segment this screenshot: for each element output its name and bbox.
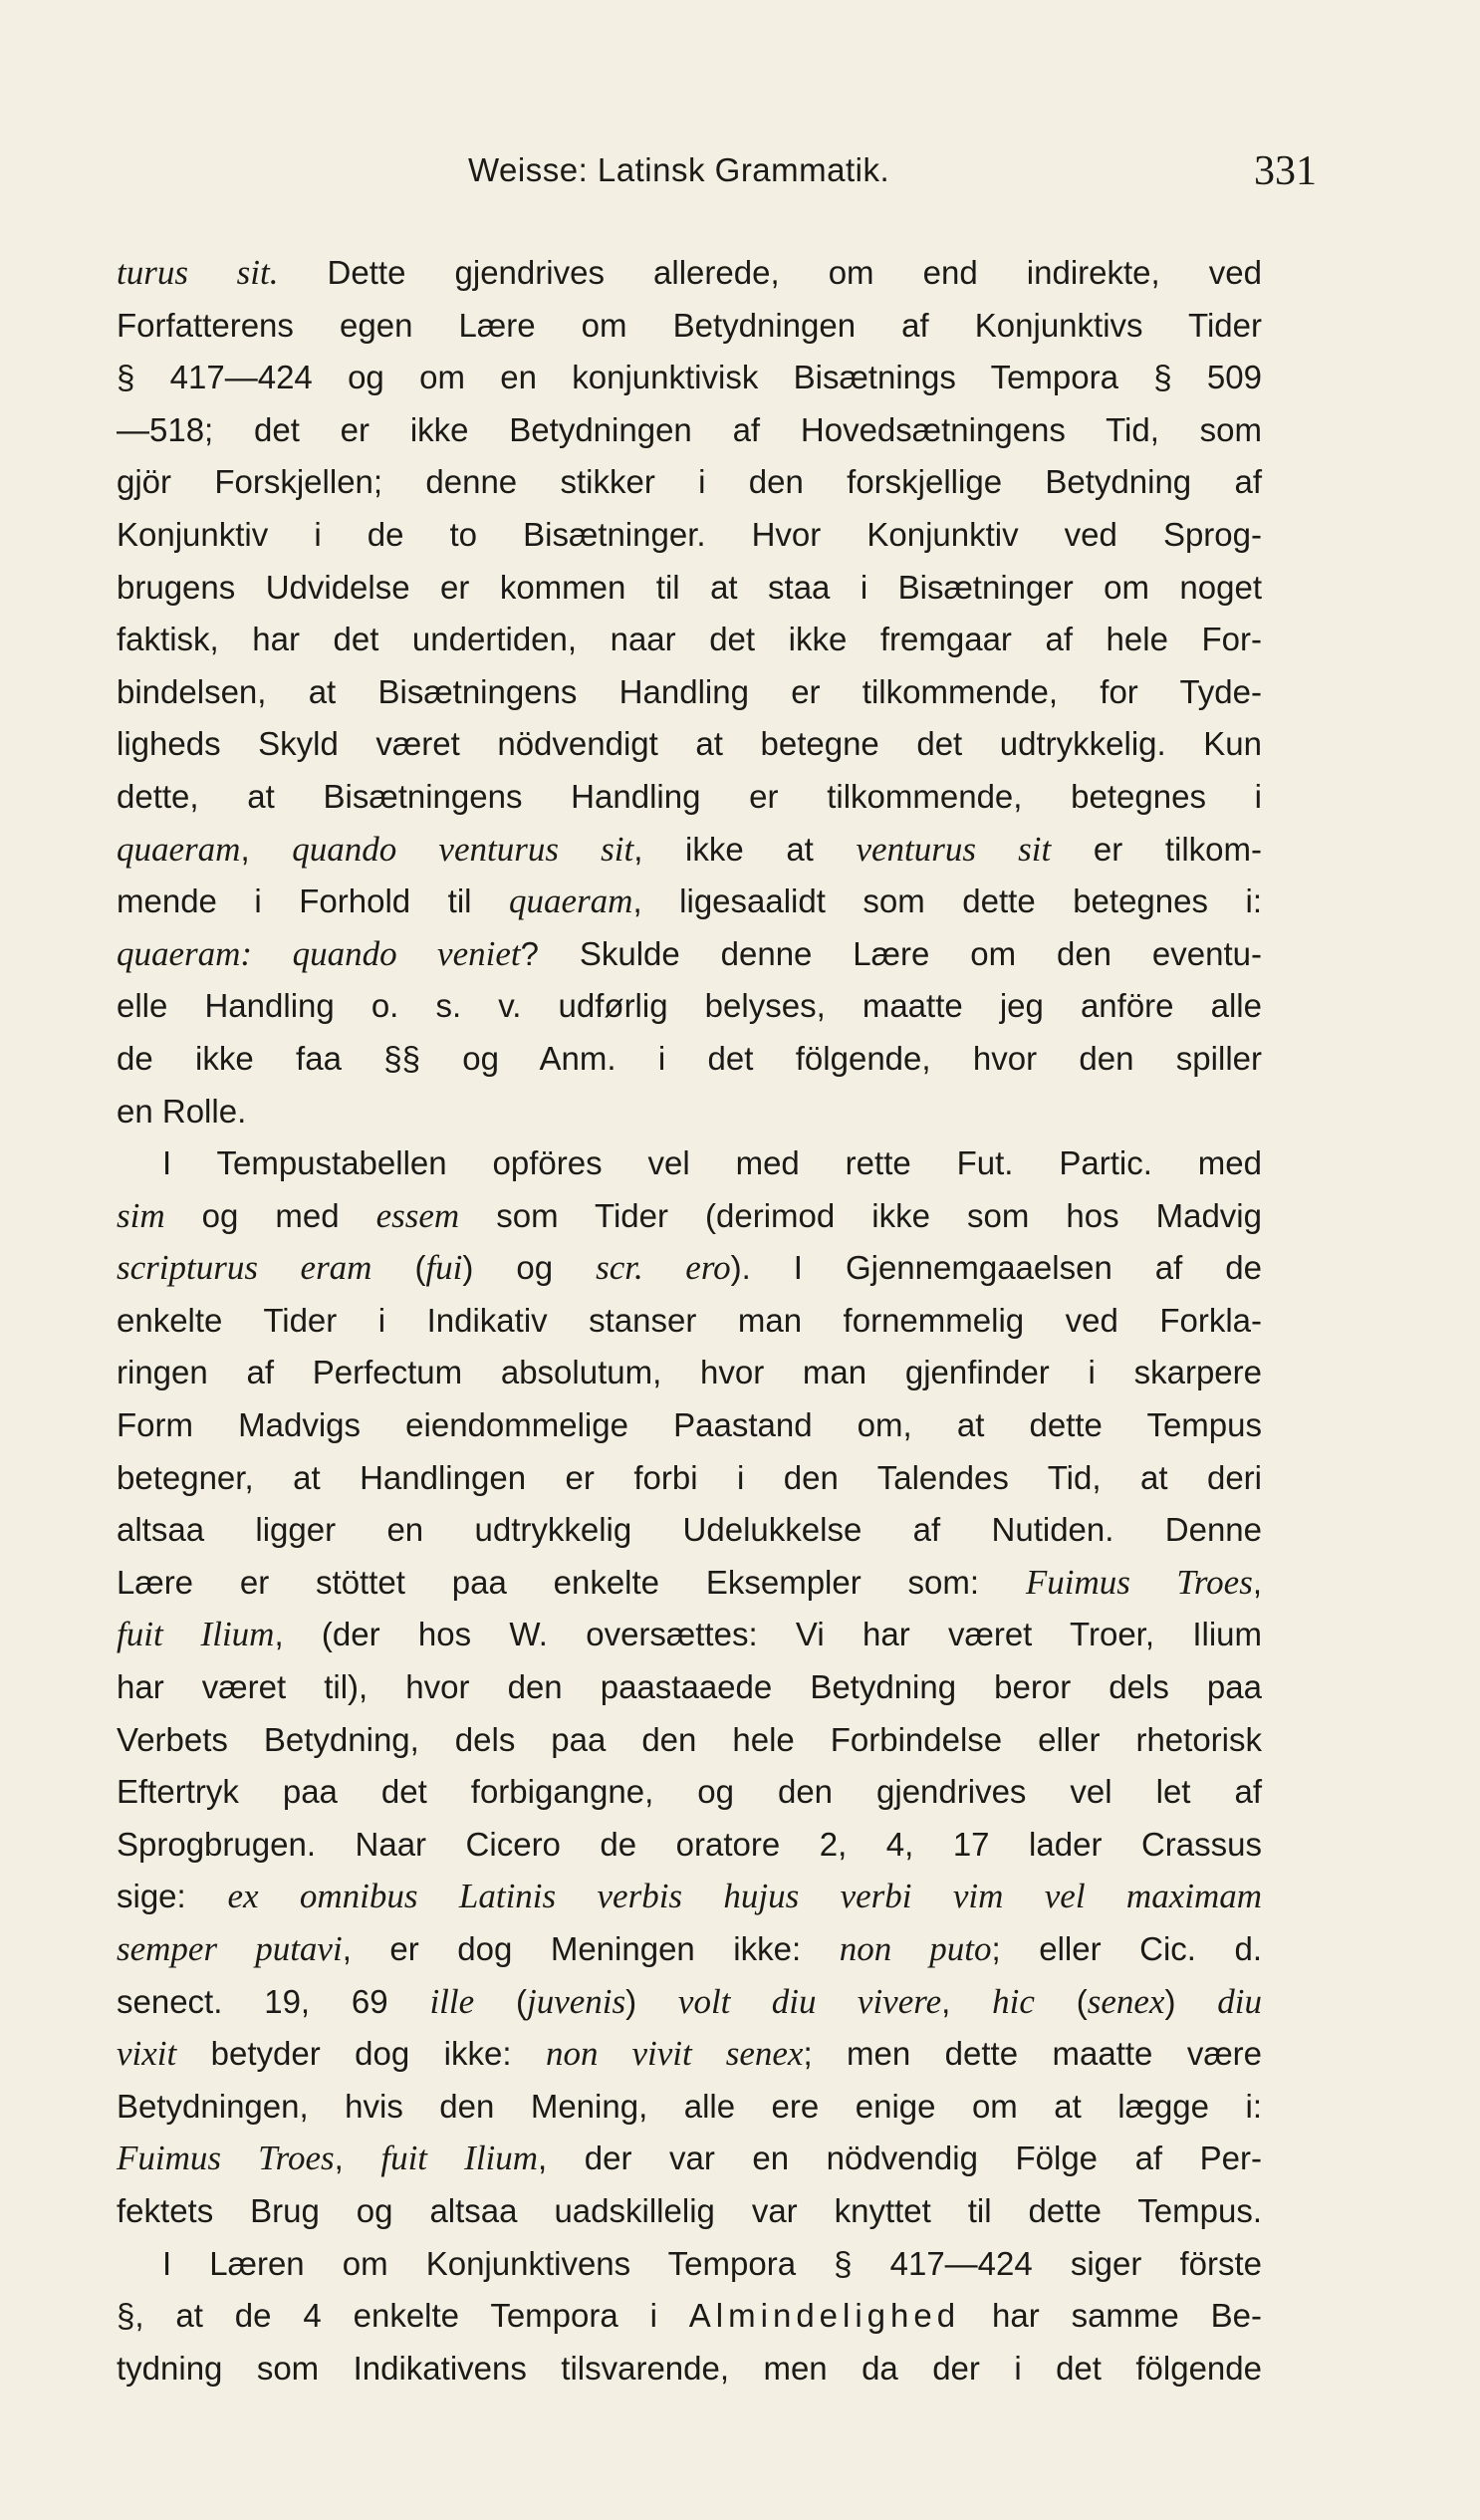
text-run: ). I Gjennemgaaelsen af de <box>730 1249 1262 1287</box>
text-line <box>117 1766 1262 1819</box>
text-run: Almindelighed <box>688 2297 961 2335</box>
text-line <box>117 876 1262 928</box>
text-line <box>117 1871 1262 1923</box>
page-number: 331 <box>1254 148 1317 194</box>
italic-phrase: sim <box>117 1195 165 1235</box>
text-run: brugens Udvidelse er kommen til at staa i Bisætninger om noget <box>117 568 1262 606</box>
text-run: §, at de 4 enkelte Tempora i <box>117 2297 689 2335</box>
text-run: bindelsen, at Bisætningens Handling er tilkommende, for Tyde- <box>117 672 1262 710</box>
text-run: en Rolle. <box>117 1092 247 1130</box>
italic-phrase: non vivit senex <box>545 2034 804 2074</box>
text-run: Betydningen, hvis den Mening, alle ere enige om at lægge i: <box>117 2087 1262 2125</box>
text-run: Lære er stöttet paa enkelte Eksempler som: <box>117 1563 1026 1601</box>
text-line <box>117 980 1262 1033</box>
italic-phrase: volt diu vivere <box>677 1981 942 2021</box>
text-run: , <box>334 2140 381 2177</box>
text-run: Verbets Betydning, dels paa den hele Forbindelse eller rhetorisk <box>117 1720 1262 1758</box>
text-line <box>117 1399 1262 1452</box>
italic-phrase: ex omnibus Latinis verbis hujus verbi vim vel maximam <box>227 1877 1263 1916</box>
text-run: , er dog Meningen ikke: <box>342 1930 840 1967</box>
text-run: Konjunktiv i de to Bisætninger. Hvor Konjunktiv ved Sprog- <box>117 515 1262 553</box>
italic-phrase: Fuimus Troes <box>1025 1562 1253 1602</box>
text-line <box>117 1452 1262 1505</box>
text-run: de ikke faa §§ og Anm. i det fölgende, hvor den spiller <box>117 1039 1262 1077</box>
italic-phrase: fui <box>425 1248 463 1288</box>
text-run: enkelte Tider i Indikativ stanser man fornemmelig ved Forkla- <box>117 1301 1262 1339</box>
italic-phrase: quaeram <box>509 882 633 921</box>
text-line <box>117 562 1262 615</box>
text-line <box>117 928 1262 981</box>
text-line <box>117 2238 1262 2291</box>
italic-phrase: turus sit. <box>117 253 279 292</box>
running-title: Weisse: Latinsk Grammatik. <box>468 151 890 188</box>
text-run: senect. 19, 69 <box>117 1982 430 2020</box>
text-run: er tilkom- <box>1051 830 1263 868</box>
text-line <box>117 614 1262 666</box>
text-run: ( <box>371 1249 426 1287</box>
text-run: , <box>240 830 293 868</box>
text-line <box>117 352 1262 404</box>
text-run: elle Handling o. s. v. udførlig belyses, maatte jeg anföre alle <box>117 987 1262 1025</box>
text-line <box>117 1295 1262 1348</box>
text-line <box>117 824 1262 877</box>
text-line <box>117 404 1262 457</box>
text-line <box>117 300 1262 353</box>
italic-phrase: Fuimus Troes <box>117 2139 335 2178</box>
text-run: ( <box>1034 1982 1088 2020</box>
text-line <box>117 1086 1262 1138</box>
text-run: som Tider (derimod ikke som hos Madvig <box>459 1196 1262 1234</box>
text-run: har samme Be- <box>960 2297 1262 2335</box>
text-line <box>117 1976 1262 2029</box>
italic-phrase: hic <box>992 1981 1035 2021</box>
text-run: ; men dette maatte være <box>803 2035 1263 2073</box>
text-run: Dette gjendrives allerede, om end indirekte, ved <box>278 254 1262 291</box>
text-run: Form Madvigs eiendommelige Paastand om, at dette Tempus <box>117 1406 1262 1444</box>
text-run: dette, at Bisætningens Handling er tilkommende, betegnes i <box>117 777 1262 815</box>
text-line <box>117 1557 1262 1610</box>
text-run: ) <box>625 1982 678 2020</box>
text-run: altsaa ligger en udtrykkelig Udelukkelse af Nutiden. Denne <box>117 1511 1262 1549</box>
italic-phrase: semper putavi <box>117 1929 343 1968</box>
italic-phrase: essem <box>375 1195 460 1235</box>
text-run: ) <box>1164 1982 1218 2020</box>
text-run: Sprogbrugen. Naar Cicero de oratore 2, 4, 17 lader Crassus <box>117 1825 1262 1863</box>
text-run: betegner, at Handlingen er forbi i den Talendes Tid, at deri <box>117 1458 1262 1496</box>
italic-phrase: quaeram <box>117 829 241 869</box>
italic-phrase: quaeram: quando veniet <box>117 933 521 973</box>
text-run: og med <box>164 1196 376 1234</box>
text-run: I Tempustabellen opföres vel med rette Fut. Partic. med <box>162 1144 1262 1182</box>
text-line <box>117 2290 1262 2343</box>
text-line <box>117 771 1262 824</box>
text-run: ) og <box>462 1249 597 1287</box>
text-line <box>117 1504 1262 1557</box>
italic-phrase: scripturus eram <box>117 1248 372 1288</box>
text-line <box>117 1923 1262 1976</box>
text-run: , <box>941 1982 993 2020</box>
text-run: fektets Brug og altsaa uadskillelig var knyttet til dette Tempus. <box>117 2191 1262 2229</box>
text-run: , der var en nödvendig Fölge af Per- <box>538 2140 1262 2177</box>
text-line <box>117 1819 1262 1872</box>
text-line <box>117 1609 1262 1661</box>
text-line <box>117 2185 1262 2238</box>
italic-phrase: juvenis <box>526 1981 626 2021</box>
italic-phrase: non puto <box>839 1929 992 1968</box>
text-run: tydning som Indikativens tilsvarende, men da der i det fölgende <box>117 2349 1262 2387</box>
text-run: , <box>1252 1563 1262 1601</box>
text-line <box>117 2028 1262 2081</box>
text-line <box>117 2343 1262 2395</box>
text-run: , (der hos W. oversættes: Vi har været Troer, Ilium <box>274 1616 1262 1653</box>
text-run: , ikke at <box>633 830 857 868</box>
text-run: ( <box>474 1982 527 2020</box>
body-text <box>117 247 1262 2394</box>
italic-phrase: venturus sit <box>856 829 1052 869</box>
text-line <box>117 1714 1262 1767</box>
text-line <box>117 1190 1262 1243</box>
text-line <box>117 456 1262 509</box>
text-run: ? Skulde denne Lære om den eventu- <box>520 934 1262 972</box>
text-line <box>117 666 1262 719</box>
text-line <box>117 1661 1262 1714</box>
text-line <box>117 2081 1262 2134</box>
italic-phrase: senex <box>1087 1981 1165 2021</box>
text-run: Forfatterens egen Lære om Betydningen af Konjunktivs Tider <box>117 306 1262 344</box>
text-run: ; eller Cic. d. <box>991 1930 1262 1967</box>
italic-phrase: vixit <box>117 2034 177 2074</box>
text-run: ringen af Perfectum absolutum, hvor man gjenfinder i skarpere <box>117 1354 1262 1391</box>
text-line <box>117 509 1262 562</box>
text-line <box>117 1033 1262 1086</box>
text-run: faktisk, har det undertiden, naar det ikke fremgaar af hele For- <box>117 621 1262 658</box>
italic-phrase: fuit Ilium <box>117 1615 275 1654</box>
running-head <box>0 148 1480 201</box>
text-line <box>117 718 1262 771</box>
text-run: I Læren om Konjunktivens Tempora § 417—424 siger förste <box>162 2244 1262 2282</box>
text-run: Eftertryk paa det forbigangne, og den gjendrives vel let af <box>117 1773 1262 1811</box>
text-run: gjör Forskjellen; denne stikker i den forskjellige Betydning af <box>117 463 1262 501</box>
text-run: § 417—424 og om en konjunktivisk Bisætnings Tempora § 509 <box>117 359 1262 396</box>
text-run: betyder dog ikke: <box>176 2035 546 2073</box>
italic-phrase: fuit Ilium <box>380 2139 539 2178</box>
italic-phrase: scr. ero <box>596 1248 731 1288</box>
text-run: —518; det er ikke Betydningen af Hovedsætningens Tid, som <box>117 410 1262 448</box>
italic-phrase: quando venturus sit <box>292 829 634 869</box>
text-line <box>117 1242 1262 1295</box>
text-line <box>117 1137 1262 1190</box>
text-line <box>117 2133 1262 2185</box>
italic-phrase: diu <box>1217 1981 1262 2021</box>
text-run: sige: <box>117 1878 228 1915</box>
text-line <box>117 1347 1262 1399</box>
text-line <box>117 247 1262 300</box>
text-run: mende i Forhold til <box>117 882 510 920</box>
text-run: ligheds Skyld været nödvendigt at betegne det udtrykkelig. Kun <box>117 725 1262 763</box>
text-run: , ligesaalidt som dette betegnes i: <box>632 882 1263 920</box>
italic-phrase: ille <box>429 1981 475 2021</box>
text-run: har været til), hvor den paastaaede Betydning beror dels paa <box>117 1668 1262 1706</box>
